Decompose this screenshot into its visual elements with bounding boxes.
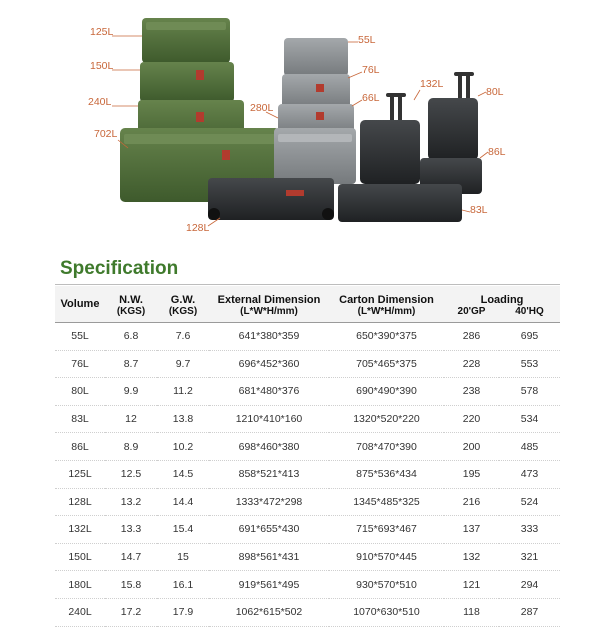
cell-volume: 86L <box>55 433 105 461</box>
cell-nw: 8.9 <box>105 433 157 461</box>
cell-loading-40hq: 578 <box>499 378 560 406</box>
cell-gw: 15 <box>157 543 209 571</box>
header-20gp: 20'GP <box>444 306 499 323</box>
cell-loading-20gp: 132 <box>444 543 499 571</box>
cell-external-dimension: 1210*410*160 <box>209 405 329 433</box>
cell-external-dimension: 1333*472*298 <box>209 488 329 516</box>
spec-table <box>55 286 560 627</box>
header-carton: Carton Dimension <box>329 286 444 306</box>
spec-divider <box>55 284 560 285</box>
cell-external-dimension: 691*655*430 <box>209 516 329 544</box>
cell-external-dimension: 898*561*431 <box>209 543 329 571</box>
cell-external-dimension: 698*460*380 <box>209 433 329 461</box>
cell-gw: 10.2 <box>157 433 209 461</box>
cell-nw: 15.8 <box>105 571 157 599</box>
header-nw-unit: (KGS) <box>105 306 157 323</box>
cell-loading-40hq: 553 <box>499 350 560 378</box>
table-row <box>55 378 560 406</box>
cell-nw: 8.7 <box>105 350 157 378</box>
cell-carton-dimension: 705*465*375 <box>329 350 444 378</box>
cell-nw: 13.2 <box>105 488 157 516</box>
cell-loading-40hq: 473 <box>499 460 560 488</box>
header-external-unit: (L*W*H/mm) <box>209 306 329 323</box>
cell-volume: 240L <box>55 598 105 626</box>
cell-external-dimension: 1062*615*502 <box>209 598 329 626</box>
header-40hq: 40'HQ <box>499 306 560 323</box>
cell-external-dimension: 696*452*360 <box>209 350 329 378</box>
cell-gw: 16.1 <box>157 571 209 599</box>
callout-label: 132L <box>420 78 444 90</box>
cell-carton-dimension: 690*490*390 <box>329 378 444 406</box>
cell-gw: 9.7 <box>157 350 209 378</box>
cell-loading-20gp: 118 <box>444 598 499 626</box>
header-external: External Dimension <box>209 286 329 306</box>
cell-loading-40hq: 287 <box>499 598 560 626</box>
callout-label: 76L <box>362 64 380 76</box>
cell-volume: 55L <box>55 323 105 351</box>
cell-gw: 14.4 <box>157 488 209 516</box>
callout-label: 55L <box>358 34 376 46</box>
gray-case-stack <box>274 38 356 184</box>
table-row <box>55 350 560 378</box>
table-row <box>55 543 560 571</box>
header-gw: G.W. <box>157 286 209 306</box>
table-row <box>55 405 560 433</box>
cell-volume: 132L <box>55 516 105 544</box>
callout-label: 150L <box>90 60 114 72</box>
cell-nw: 12 <box>105 405 157 433</box>
cell-nw: 13.3 <box>105 516 157 544</box>
cell-gw: 7.6 <box>157 323 209 351</box>
cell-loading-20gp: 195 <box>444 460 499 488</box>
table-row <box>55 571 560 599</box>
cell-loading-20gp: 121 <box>444 571 499 599</box>
table-row <box>55 598 560 626</box>
header-gw-unit: (KGS) <box>157 306 209 323</box>
cell-carton-dimension: 1070*630*510 <box>329 598 444 626</box>
cell-loading-40hq: 321 <box>499 543 560 571</box>
cell-loading-40hq: 524 <box>499 488 560 516</box>
cell-carton-dimension: 930*570*510 <box>329 571 444 599</box>
cell-loading-20gp: 137 <box>444 516 499 544</box>
cell-gw: 14.5 <box>157 460 209 488</box>
cell-carton-dimension: 1345*485*325 <box>329 488 444 516</box>
callout-label: 240L <box>88 96 112 108</box>
cell-nw: 9.9 <box>105 378 157 406</box>
cell-gw: 17.9 <box>157 598 209 626</box>
table-row <box>55 488 560 516</box>
callout-label: 80L <box>486 86 504 98</box>
callout-label: 280L <box>250 102 274 114</box>
cell-nw: 14.7 <box>105 543 157 571</box>
cell-gw: 11.2 <box>157 378 209 406</box>
cell-loading-20gp: 228 <box>444 350 499 378</box>
header-carton-unit: (L*W*H/mm) <box>329 306 444 323</box>
callout-label: 128L <box>186 222 210 234</box>
cell-loading-40hq: 695 <box>499 323 560 351</box>
cell-carton-dimension: 875*536*434 <box>329 460 444 488</box>
spec-table-header <box>55 286 560 323</box>
cell-gw: 15.4 <box>157 516 209 544</box>
cell-loading-40hq: 333 <box>499 516 560 544</box>
cell-external-dimension: 858*521*413 <box>209 460 329 488</box>
table-row <box>55 323 560 351</box>
header-loading: Loading <box>444 286 560 306</box>
cell-loading-20gp: 238 <box>444 378 499 406</box>
cell-loading-40hq: 294 <box>499 571 560 599</box>
cell-volume: 80L <box>55 378 105 406</box>
cell-loading-20gp: 286 <box>444 323 499 351</box>
table-row <box>55 516 560 544</box>
cell-volume: 180L <box>55 571 105 599</box>
cell-external-dimension: 681*480*376 <box>209 378 329 406</box>
header-volume: Volume <box>55 286 105 323</box>
cell-gw: 13.8 <box>157 405 209 433</box>
spec-title: Specification <box>60 258 179 279</box>
cell-nw: 12.5 <box>105 460 157 488</box>
cell-carton-dimension: 1320*520*220 <box>329 405 444 433</box>
cell-loading-20gp: 220 <box>444 405 499 433</box>
cell-loading-20gp: 200 <box>444 433 499 461</box>
callout-label: 83L <box>470 204 488 216</box>
cell-volume: 150L <box>55 543 105 571</box>
callout-label: 66L <box>362 92 380 104</box>
cell-volume: 128L <box>55 488 105 516</box>
spec-table-body <box>55 323 560 627</box>
product-photo <box>0 0 600 248</box>
cell-loading-20gp: 216 <box>444 488 499 516</box>
cell-external-dimension: 641*380*359 <box>209 323 329 351</box>
table-row <box>55 433 560 461</box>
header-nw: N.W. <box>105 286 157 306</box>
cell-carton-dimension: 708*470*390 <box>329 433 444 461</box>
cell-nw: 6.8 <box>105 323 157 351</box>
callout-label: 86L <box>488 146 506 158</box>
cell-loading-40hq: 534 <box>499 405 560 433</box>
cell-carton-dimension: 650*390*375 <box>329 323 444 351</box>
table-row <box>55 460 560 488</box>
cell-carton-dimension: 910*570*445 <box>329 543 444 571</box>
cell-volume: 76L <box>55 350 105 378</box>
cell-carton-dimension: 715*693*467 <box>329 516 444 544</box>
cell-nw: 17.2 <box>105 598 157 626</box>
callout-label: 125L <box>90 26 114 38</box>
cell-volume: 83L <box>55 405 105 433</box>
cell-loading-40hq: 485 <box>499 433 560 461</box>
cell-external-dimension: 919*561*495 <box>209 571 329 599</box>
cell-volume: 125L <box>55 460 105 488</box>
callout-label: 702L <box>94 128 118 140</box>
